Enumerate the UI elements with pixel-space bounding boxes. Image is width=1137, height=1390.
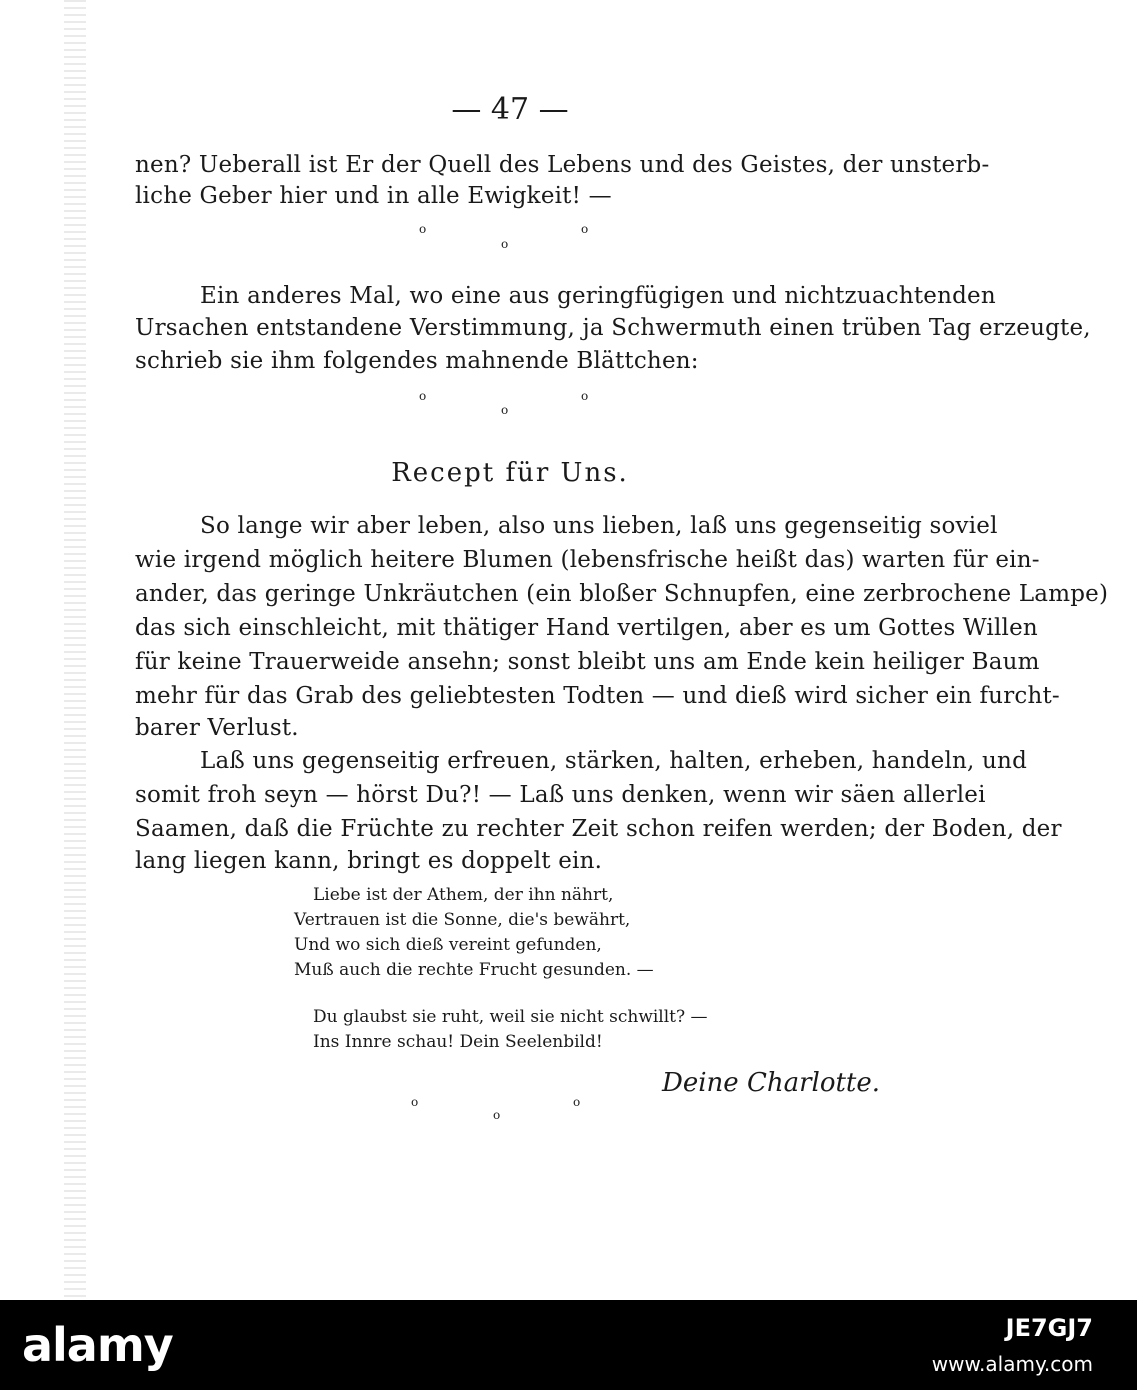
text-line: So lange wir aber leben, also uns lieben, laß uns gegenseitig soviel bbox=[200, 513, 998, 539]
page-binding-edge bbox=[64, 0, 86, 1300]
ornament-dot: o bbox=[581, 222, 589, 236]
signature: Deine Charlotte. bbox=[662, 1068, 881, 1098]
text-line: schrieb sie ihm folgendes mahnende Blättchen: bbox=[135, 348, 699, 374]
text-line: ander, das geringe Unkräutchen (ein bloßer Schnupfen, eine zerbrochene Lampe) bbox=[135, 581, 1109, 607]
text-line: Laß uns gegenseitig erfreuen, stärken, halten, erheben, handeln, und bbox=[200, 748, 1027, 774]
page-number: — 47 — bbox=[451, 92, 569, 127]
text-line: lang liegen kann, bringt es doppelt ein. bbox=[135, 848, 603, 874]
alamy-logo: alamy bbox=[22, 1318, 173, 1372]
poem-line: Du glaubst sie ruht, weil sie nicht schwillt? — bbox=[313, 1007, 708, 1027]
poem-line: Und wo sich dieß vereint gefunden, bbox=[294, 935, 602, 955]
ornament-dot: o bbox=[573, 1095, 581, 1109]
text-line: barer Verlust. bbox=[135, 715, 299, 741]
text-line: wie irgend möglich heitere Blumen (lebensfrische heißt das) warten für ein- bbox=[135, 547, 1040, 573]
ornament-dot: o bbox=[493, 1108, 501, 1122]
text-line: Ein anderes Mal, wo eine aus geringfügigen und nichtzuachtenden bbox=[200, 283, 996, 309]
text-line: das sich einschleicht, mit thätiger Hand vertilgen, aber es um Gottes Willen bbox=[135, 615, 1038, 641]
ornament-dot: o bbox=[501, 237, 509, 251]
text-line: somit froh seyn — hörst Du?! — Laß uns denken, wenn wir säen allerlei bbox=[135, 782, 986, 808]
text-line: Ursachen entstandene Verstimmung, ja Schwermuth einen trüben Tag erzeugte, bbox=[135, 315, 1091, 341]
text-line: Saamen, daß die Früchte zu rechter Zeit schon reifen werden; der Boden, der bbox=[135, 816, 1062, 842]
text-line: liche Geber hier und in alle Ewigkeit! — bbox=[135, 183, 612, 209]
ornament-dot: o bbox=[419, 222, 427, 236]
text-line: mehr für das Grab des geliebtesten Todten — und dieß wird sicher ein furcht- bbox=[135, 683, 1060, 709]
section-title: Recept für Uns. bbox=[391, 458, 629, 488]
footer-url: www.alamy.com bbox=[931, 1352, 1093, 1376]
ornament-dot: o bbox=[411, 1095, 419, 1109]
poem-line: Ins Innre schau! Dein Seelenbild! bbox=[313, 1032, 603, 1052]
ornament-dot: o bbox=[501, 403, 509, 417]
image-id: JE7GJ7 bbox=[1005, 1314, 1093, 1342]
ornament-dot: o bbox=[419, 389, 427, 403]
ornament-dot: o bbox=[581, 389, 589, 403]
poem-line: Muß auch die rechte Frucht gesunden. — bbox=[294, 960, 654, 980]
poem-line: Vertrauen ist die Sonne, die's bewährt, bbox=[294, 910, 631, 930]
poem-line: Liebe ist der Athem, der ihn nährt, bbox=[313, 885, 614, 905]
stock-footer-bar bbox=[0, 1300, 1137, 1390]
text-line: nen? Ueberall ist Er der Quell des Lebens und des Geistes, der unsterb- bbox=[135, 152, 990, 178]
text-line: für keine Trauerweide ansehn; sonst bleibt uns am Ende kein heiliger Baum bbox=[135, 649, 1040, 675]
